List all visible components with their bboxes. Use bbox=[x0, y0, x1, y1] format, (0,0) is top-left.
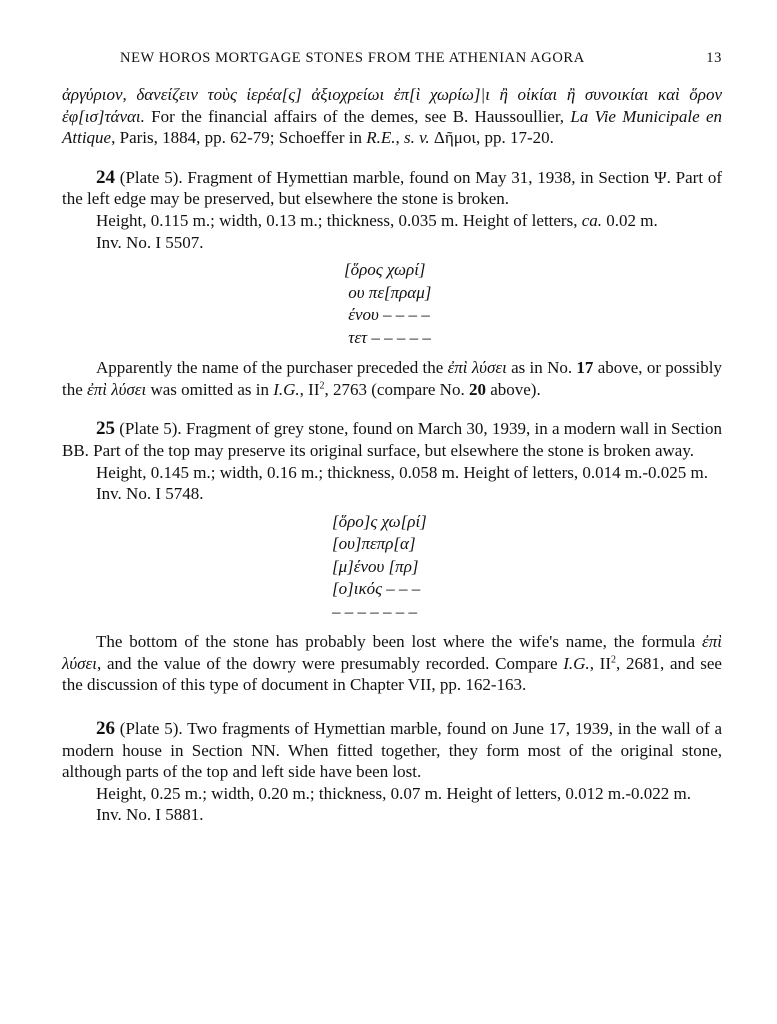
ig-abbreviation: I.G. bbox=[563, 653, 590, 673]
intro-text-d: , pp. 17-20. bbox=[475, 128, 554, 148]
entry-24-desc: (Plate 5). Fragment of Hymettian marble, found on May 31, 1938, in Section Ψ. Part of the left edge may be preserved, but elsewhere the stone is broken. bbox=[62, 167, 722, 209]
inscription-line: [ὅρο]ς χω[ρί] bbox=[332, 511, 427, 531]
cross-reference-20: 20 bbox=[468, 379, 486, 399]
cross-reference-17: 17 bbox=[576, 358, 594, 378]
greek-quotation-line-2: ἐφ[ισ]τάναι. bbox=[62, 106, 145, 126]
body-text bbox=[62, 84, 722, 826]
running-head-title: NEW HOROS MORTGAGE STONES FROM THE ATHENIAN AGORA bbox=[120, 50, 585, 66]
sv-abbreviation: s. v. bbox=[404, 128, 430, 148]
note-text: as in No. bbox=[506, 358, 577, 378]
entry-25-dimensions: Height, 0.145 m.; width, 0.16 m.; thickness, 0.058 m. Height of letters, 0.014 m.-0.025 m. bbox=[96, 462, 708, 482]
page-number: 13 bbox=[706, 50, 722, 66]
epi-lysei-phrase: ἐπὶ λύσει bbox=[87, 379, 147, 399]
entry-26-description bbox=[62, 718, 722, 783]
note-text: , II bbox=[589, 653, 611, 673]
note-text: above, or possibly the bbox=[62, 358, 722, 399]
entry-24-note bbox=[62, 357, 722, 400]
inscription-line: ου πε[πραμ] bbox=[344, 282, 432, 302]
note-text: The bottom of the stone has probably been lost where the wife's name, the formula bbox=[96, 632, 703, 652]
entry-24-description bbox=[62, 167, 722, 210]
intro-text-c: , bbox=[395, 128, 405, 148]
greek-quotation-line-1: ἀργύριον, δανείζειν τοὺς ἱερέα[ς] ἀξιοχρείωι ἐπ[ὶ χωρίω]|ι ἢ οἰκίαι ἢ συνοικίαι καὶ ὅρον bbox=[62, 85, 722, 104]
entry-24-inscription bbox=[62, 259, 722, 349]
spacer bbox=[62, 400, 722, 418]
intro-text-a: For the financial affairs of the demes, see B. Haussoullier, bbox=[144, 106, 571, 126]
re-abbreviation: R.E. bbox=[366, 128, 396, 148]
entry-25-inscription bbox=[62, 511, 722, 624]
entry-25-inventory: Inv. No. I 5748. bbox=[96, 484, 204, 504]
entry-25-desc: (Plate 5). Fragment of grey stone, found on March 30, 1939, in a modern wall in Section BB. Part of the top may preserve its original surface, but elsewhere the stone is broken away. bbox=[62, 419, 722, 460]
entry-24-number: 24 bbox=[96, 166, 115, 188]
note-text: , 2763 (compare No. bbox=[324, 379, 469, 399]
entry-26-desc: (Plate 5). Two fragments of Hymettian marble, found on June 17, 1939, in the wall of a modern house in Section NN. When fitted together, they form most of the original stone, although parts of the top and left side have been lost. bbox=[62, 719, 722, 782]
intro-text-b: , Paris, 1884, pp. 62-79; Schoeffer in bbox=[111, 128, 367, 148]
note-text: , and the value of the dowry were presumably recorded. Compare bbox=[96, 653, 564, 673]
spacer bbox=[62, 696, 722, 718]
inscription-line: [ου]πεπρ[α] bbox=[332, 534, 416, 554]
note-text: was omitted as in bbox=[146, 379, 274, 399]
superscript: 2 bbox=[319, 380, 325, 392]
entry-25-number: 25 bbox=[96, 418, 115, 440]
epi-lysei-phrase: ἐπὶ λύσει bbox=[62, 632, 722, 673]
inscription-line: – – – – – – – bbox=[332, 601, 417, 621]
entry-24-ca: ca. bbox=[581, 210, 603, 230]
inscription-line: τετ – – – – – bbox=[344, 327, 431, 347]
book-title: La Vie Municipale en Attique bbox=[62, 106, 722, 148]
spacer bbox=[62, 149, 722, 167]
entry-25-description bbox=[62, 418, 722, 461]
superscript: 2 bbox=[611, 654, 616, 666]
inscription-line: ένου – – – – bbox=[344, 305, 430, 325]
inscription-line: [ὅρος χωρί] bbox=[344, 260, 426, 280]
intro-paragraph bbox=[62, 84, 722, 149]
demoi-word: Δῆμοι bbox=[429, 128, 476, 148]
inscription-line: [ο]ικός – – – bbox=[332, 579, 421, 599]
entry-26-inventory: Inv. No. I 5881. bbox=[96, 805, 204, 825]
note-text: , II bbox=[299, 379, 320, 399]
note-text: above). bbox=[485, 379, 541, 399]
entry-24-inventory: Inv. No. I 5507. bbox=[96, 232, 204, 252]
entry-25-note bbox=[62, 631, 722, 696]
note-text: Apparently the name of the purchaser preceded the bbox=[96, 358, 448, 378]
entry-24-dimensions bbox=[62, 210, 722, 232]
note-text: , 2681, and see the discussion of this type of document in Chapter VII, pp. 162-163. bbox=[62, 653, 722, 695]
entry-24-dims-a: Height, 0.115 m.; width, 0.13 m.; thickness, 0.035 m. Height of letters, bbox=[96, 210, 582, 230]
epi-lysei-phrase: ἐπὶ λύσει bbox=[447, 358, 507, 378]
entry-24-dims-b: 0.02 m. bbox=[602, 210, 658, 230]
entry-26-number: 26 bbox=[96, 718, 115, 739]
entry-26-dimensions: Height, 0.25 m.; width, 0.20 m.; thickness, 0.07 m. Height of letters, 0.012 m.-0.022 m. bbox=[96, 783, 691, 803]
inscription-line: [μ]ένου [πρ] bbox=[332, 556, 419, 576]
ig-abbreviation: I.G. bbox=[273, 379, 300, 399]
